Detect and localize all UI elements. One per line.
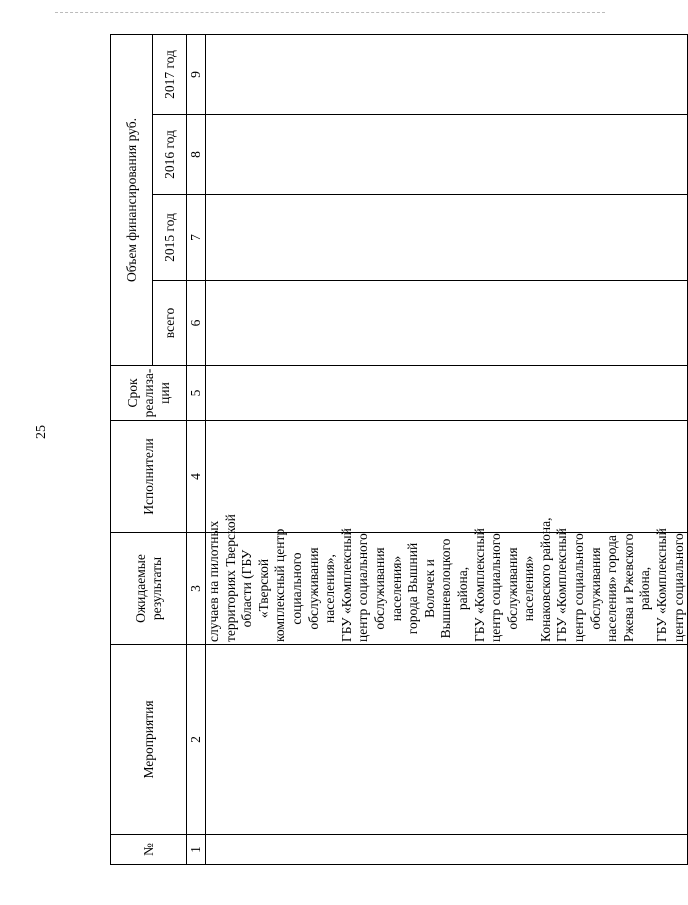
results-line: Волочек и xyxy=(421,559,437,618)
column-number-cell: 4 xyxy=(187,421,206,533)
column-number-cell: 3 xyxy=(187,533,206,645)
header-year-2017: 2017 год xyxy=(153,34,187,114)
results-line: территориях Тверской xyxy=(222,514,238,642)
header-financing: Объем финансирования руб. xyxy=(111,34,153,365)
header-expected-results-line2: результаты xyxy=(148,556,164,621)
cell-executors xyxy=(206,421,688,533)
results-line: центр социального xyxy=(571,533,587,642)
results-line: «Тверской xyxy=(255,558,271,619)
results-line: района, xyxy=(637,566,653,611)
column-number-cell: 8 xyxy=(187,115,206,195)
page-number: 25 xyxy=(34,425,49,439)
header-expected-results-line1: Ожидаемые xyxy=(132,554,148,623)
header-term-line3: ции xyxy=(156,382,172,404)
results-line: обслуживания xyxy=(587,547,603,630)
column-number-cell: 7 xyxy=(187,195,206,281)
results-line: случаев на пилотных xyxy=(206,520,221,642)
cell-total xyxy=(206,281,688,366)
header-term-line2: реализа- xyxy=(140,368,156,418)
results-line: города Вышний xyxy=(405,542,421,635)
cell-2015 xyxy=(206,195,688,281)
results-line: центр социального xyxy=(355,533,371,642)
results-line: центр социального xyxy=(488,533,504,642)
column-number-cell: 5 xyxy=(187,366,206,421)
cell-2017 xyxy=(206,34,688,114)
cell-term xyxy=(206,366,688,421)
column-number-cell: 1 xyxy=(187,835,206,865)
column-number-cell: 6 xyxy=(187,281,206,366)
program-table xyxy=(110,34,688,865)
results-line: района, xyxy=(454,566,470,611)
results-line: ГБУ «Комплексный xyxy=(654,528,670,642)
header-year-2015: 2015 год xyxy=(153,195,187,281)
column-number-cell: 2 xyxy=(187,645,206,835)
cell-activity xyxy=(206,645,688,835)
results-line: населения» xyxy=(521,555,537,622)
header-activities: Мероприятия xyxy=(111,645,187,835)
results-line: области (ГБУ xyxy=(239,549,255,628)
cell-number xyxy=(206,835,688,865)
results-line: населения» xyxy=(388,555,404,622)
results-line: населения» города xyxy=(604,535,620,642)
results-line: Вышневолоцкого xyxy=(438,538,454,639)
header-term xyxy=(111,366,187,421)
cell-expected-results xyxy=(206,514,688,645)
results-line: обслуживания xyxy=(305,547,321,630)
header-number: № xyxy=(111,835,187,865)
top-edge-line xyxy=(55,12,605,13)
expected-results-text xyxy=(206,514,687,644)
results-line: Конаковского района, xyxy=(537,517,553,642)
rotated-table-container xyxy=(110,35,686,865)
header-year-2016: 2016 год xyxy=(153,115,187,195)
results-line: ГБУ «Комплексный xyxy=(471,528,487,642)
results-line: ГБУ «Комплексный xyxy=(554,528,570,642)
results-line: ГБУ «Комплексный xyxy=(338,528,354,642)
header-term-line1: Срок xyxy=(124,378,140,408)
results-line: социального xyxy=(288,552,304,625)
header-expected-results xyxy=(111,533,187,645)
cell-2016 xyxy=(206,115,688,195)
header-total: всего xyxy=(153,281,187,366)
results-line: центр социального xyxy=(670,533,686,642)
results-line: обслуживания xyxy=(371,547,387,630)
column-number-cell: 9 xyxy=(187,34,206,114)
results-line: населения», xyxy=(322,554,338,623)
results-line: комплексный центр xyxy=(272,528,288,642)
header-executors: Исполнители xyxy=(111,421,187,533)
results-line: Ржева и Ржевского xyxy=(620,533,636,642)
results-line: обслуживания xyxy=(504,547,520,630)
